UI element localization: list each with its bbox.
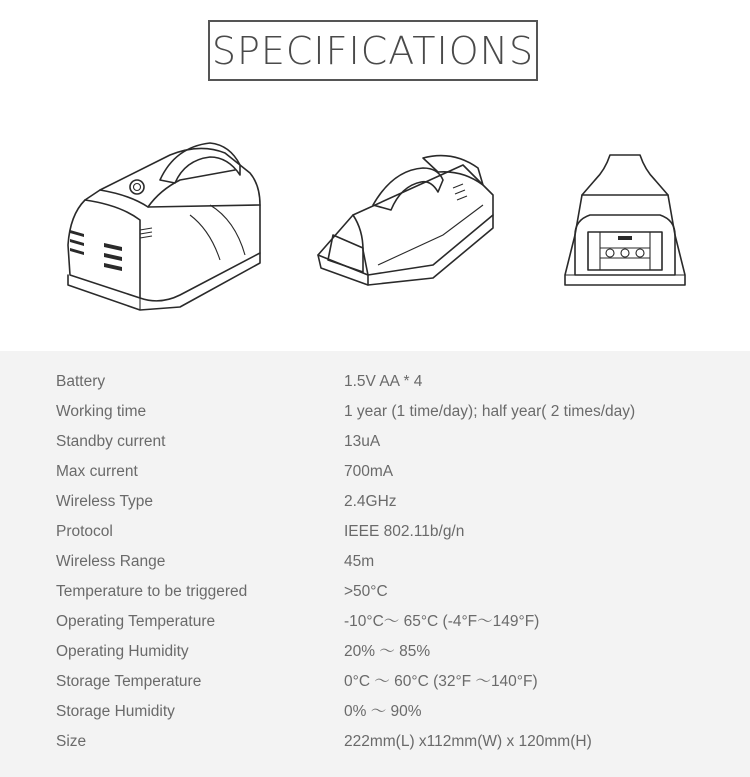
spec-row-standby-current	[0, 427, 750, 457]
spec-row-trigger-temperature	[0, 577, 750, 607]
spec-value: 0% ～ 90%	[344, 703, 422, 720]
spec-row-wireless-range	[0, 547, 750, 577]
spec-value: 222mm(L) x112mm(W) x 120mm(H)	[344, 733, 592, 750]
spec-row-wireless-type	[0, 487, 750, 517]
spec-value: 700mA	[344, 463, 394, 480]
spec-label: Max current	[56, 463, 138, 480]
device-rear-angle-view	[313, 150, 498, 290]
spec-label: Storage Humidity	[56, 703, 175, 720]
spec-row-protocol	[0, 517, 750, 547]
spec-value: 20% ～ 85%	[344, 643, 431, 660]
device-front-angle-view	[60, 135, 270, 315]
spec-label: Operating Humidity	[56, 643, 189, 660]
spec-value: 1.5V AA * 4	[344, 373, 423, 390]
spec-label: Working time	[56, 403, 147, 420]
spec-value: >50°C	[344, 583, 388, 600]
spec-value: -10°C～ 65°C (-4°F～149°F)	[344, 613, 540, 630]
title-box	[208, 20, 538, 81]
product-illustrations	[0, 120, 750, 320]
spec-value: 1 year (1 time/day); half year( 2 times/day)	[344, 403, 636, 420]
spec-label: Protocol	[56, 523, 113, 540]
device-end-view	[560, 150, 690, 290]
spec-value: 45m	[344, 553, 375, 570]
spec-row-max-current	[0, 457, 750, 487]
spec-row-working-time	[0, 397, 750, 427]
spec-row-storage-temperature	[0, 667, 750, 697]
spec-value: IEEE 802.11b/g/n	[344, 523, 465, 540]
specs-table	[0, 351, 750, 777]
spec-label: Wireless Type	[56, 493, 154, 510]
spec-value: 13uA	[344, 433, 381, 450]
spec-label: Battery	[56, 373, 106, 390]
spec-label: Operating Temperature	[56, 613, 216, 630]
spec-value: 2.4GHz	[344, 493, 397, 510]
spec-label: Temperature to be triggered	[56, 583, 248, 600]
spec-row-battery	[0, 367, 750, 397]
spec-row-storage-humidity	[0, 697, 750, 727]
spec-label: Standby current	[56, 433, 166, 450]
spec-value: 0°C ～ 60°C (32°F ～140°F)	[344, 673, 538, 690]
spec-row-size	[0, 727, 750, 757]
spec-row-operating-humidity	[0, 637, 750, 667]
spec-label: Storage Temperature	[56, 673, 202, 690]
spec-label: Size	[56, 733, 87, 750]
spec-row-operating-temperature	[0, 607, 750, 637]
page-title: SPECIFICATIONS	[211, 28, 535, 73]
spec-label: Wireless Range	[56, 553, 166, 570]
